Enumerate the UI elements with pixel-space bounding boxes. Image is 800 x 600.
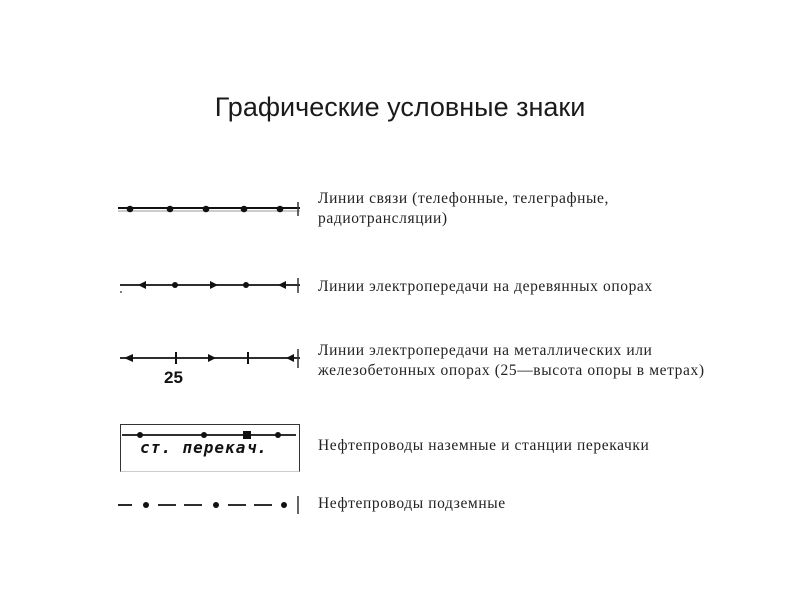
legend-description-power-line-metal: Линии электропередачи на металлических или железобетонных опорах (25—высота опоры в метрах) bbox=[318, 342, 705, 379]
power-line-wooden-symbol bbox=[118, 276, 300, 296]
page-title: Графические условные знаки bbox=[214, 92, 586, 122]
communication-line-symbol bbox=[118, 200, 300, 220]
pole-height-label: 25 bbox=[164, 368, 183, 387]
legend-description-communication-line: Линии связи (телефонные, телеграфные, радиотрансляции) bbox=[318, 190, 609, 227]
pumping-station-label: ст. перекач. bbox=[140, 438, 268, 457]
legend-description-oil-pipeline-underground: Нефтепроводы подземные bbox=[318, 495, 506, 512]
power-line-metal-symbol bbox=[118, 346, 300, 386]
oil-pipeline-underground-symbol bbox=[118, 494, 300, 516]
legend-description-oil-pipeline-ground: Нефтепроводы наземные и станции перекачки bbox=[318, 437, 650, 454]
legend-description-power-line-wooden: Линии электропередачи на деревянных опорах bbox=[318, 278, 653, 295]
